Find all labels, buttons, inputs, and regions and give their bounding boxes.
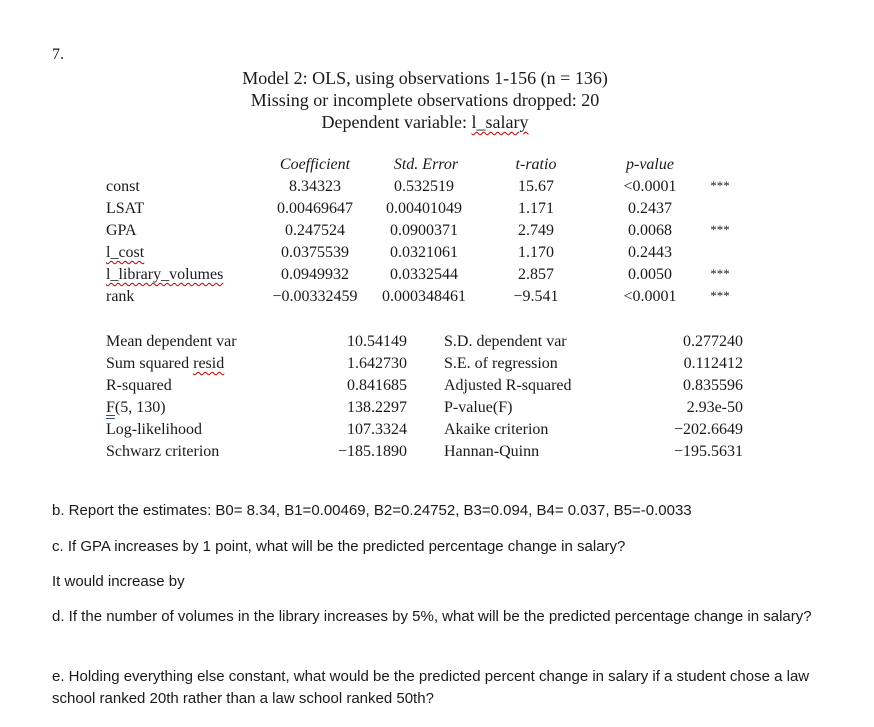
stat-label: Sum squared resid [106, 355, 225, 372]
p-value-value: 0.0050 [628, 266, 672, 283]
variable-name: LSAT [106, 200, 145, 217]
t-ratio-value: 15.67 [518, 178, 554, 195]
stat-label: Adjusted R-squared [444, 377, 572, 394]
stat-label: F(5, 130) [106, 399, 166, 416]
question-e: e. Holding everything else constant, what would be the predicted percent change in salary if a student chose a law school ranked 20th rather than a law school ranked 50th? [52, 668, 810, 707]
question-b: b. Report the estimates: B0= 8.34, B1=0.00469, B2=0.24752, B3=0.094, B4= 0.037, B5=-0.0033 [52, 502, 692, 519]
question-d: d. If the number of volumes in the library increases by 5%, what will be the predicted percentage change in salary? [52, 608, 812, 625]
std-error-value: 0.0332544 [390, 266, 458, 283]
spellcheck-word: resid [193, 355, 225, 372]
stat-value: 10.54149 [347, 333, 407, 350]
significance-stars: *** [710, 222, 730, 237]
dependent-variable-name: l_salary [471, 112, 529, 132]
significance-stars: *** [710, 178, 730, 193]
t-ratio-value: 2.749 [518, 222, 554, 239]
p-value-value: 0.0068 [628, 222, 672, 239]
coef-header: Coefficient [279, 156, 351, 173]
stat-value: 0.835596 [683, 377, 743, 394]
t-ratio-value: −9.541 [513, 288, 559, 305]
coefficient-value: 0.0375539 [281, 244, 349, 261]
stat-value: −202.6649 [673, 421, 743, 438]
variable-name: l_library_volumes [106, 266, 224, 283]
stat-value: −185.1890 [337, 443, 407, 460]
stat-label: R-squared [106, 377, 172, 394]
t-header: t-ratio [515, 156, 557, 173]
coefficient-value: 0.00469647 [277, 200, 353, 217]
missing-note: Missing or incomplete observations dropped: 20 [250, 90, 600, 110]
stat-value: 0.841685 [347, 377, 407, 394]
stat-label: Hannan-Quinn [444, 443, 540, 460]
stat-value: 0.277240 [683, 333, 743, 350]
stat-label: S.E. of regression [444, 355, 558, 372]
dependent-variable-label: Dependent variable: [321, 112, 472, 132]
stat-label: S.D. dependent var [444, 333, 567, 350]
std-error-value: 0.532519 [394, 178, 454, 195]
p-value-value: <0.0001 [623, 288, 677, 305]
significance-stars: *** [710, 288, 730, 303]
question-c: c. If GPA increases by 1 point, what will be the predicted percentage change in salary? [52, 538, 626, 555]
coefficient-value: 8.34323 [289, 178, 341, 195]
std-error-value: 0.000348461 [382, 288, 466, 305]
variable-name: GPA [106, 222, 137, 239]
stat-value: 1.642730 [347, 355, 407, 372]
significance-stars: *** [710, 266, 730, 281]
model-title: Model 2: OLS, using observations 1-156 (n = 136) [242, 68, 608, 88]
stat-value: 2.93e-50 [686, 399, 743, 416]
t-ratio-value: 1.170 [518, 244, 554, 261]
variable-name: l_cost [106, 244, 145, 261]
grammar-mark: F [106, 399, 115, 416]
variable-name: const [106, 178, 140, 195]
stat-label: Log-likelihood [106, 421, 202, 438]
p-value-value: <0.0001 [623, 178, 677, 195]
stat-value: 138.2297 [347, 399, 407, 416]
coefficient-value: −0.00332459 [272, 288, 358, 305]
t-ratio-value: 2.857 [518, 266, 554, 283]
stat-label: Akaike criterion [444, 421, 549, 438]
stat-value: 107.3324 [347, 421, 407, 438]
t-ratio-value: 1.171 [518, 200, 554, 217]
se-header: Std. Error [393, 156, 459, 173]
question-number: 7. [52, 46, 64, 63]
std-error-value: 0.0900371 [390, 222, 458, 239]
coefficient-value: 0.0949932 [281, 266, 349, 283]
stat-label: Schwarz criterion [106, 443, 220, 460]
answer-c: It would increase by [52, 573, 185, 590]
dependent-variable [200, 112, 650, 133]
stat-label: Mean dependent var [106, 333, 237, 350]
stat-value: −195.5631 [673, 443, 743, 460]
stat-label: P-value(F) [444, 399, 513, 416]
coefficient-value: 0.247524 [285, 222, 345, 239]
std-error-value: 0.0321061 [390, 244, 458, 261]
p-value-value: 0.2437 [628, 200, 672, 217]
p-value-value: 0.2443 [628, 244, 672, 261]
stat-value: 0.112412 [683, 355, 743, 372]
std-error-value: 0.00401049 [386, 200, 462, 217]
variable-name: rank [106, 288, 135, 305]
p-header: p-value [626, 156, 674, 173]
